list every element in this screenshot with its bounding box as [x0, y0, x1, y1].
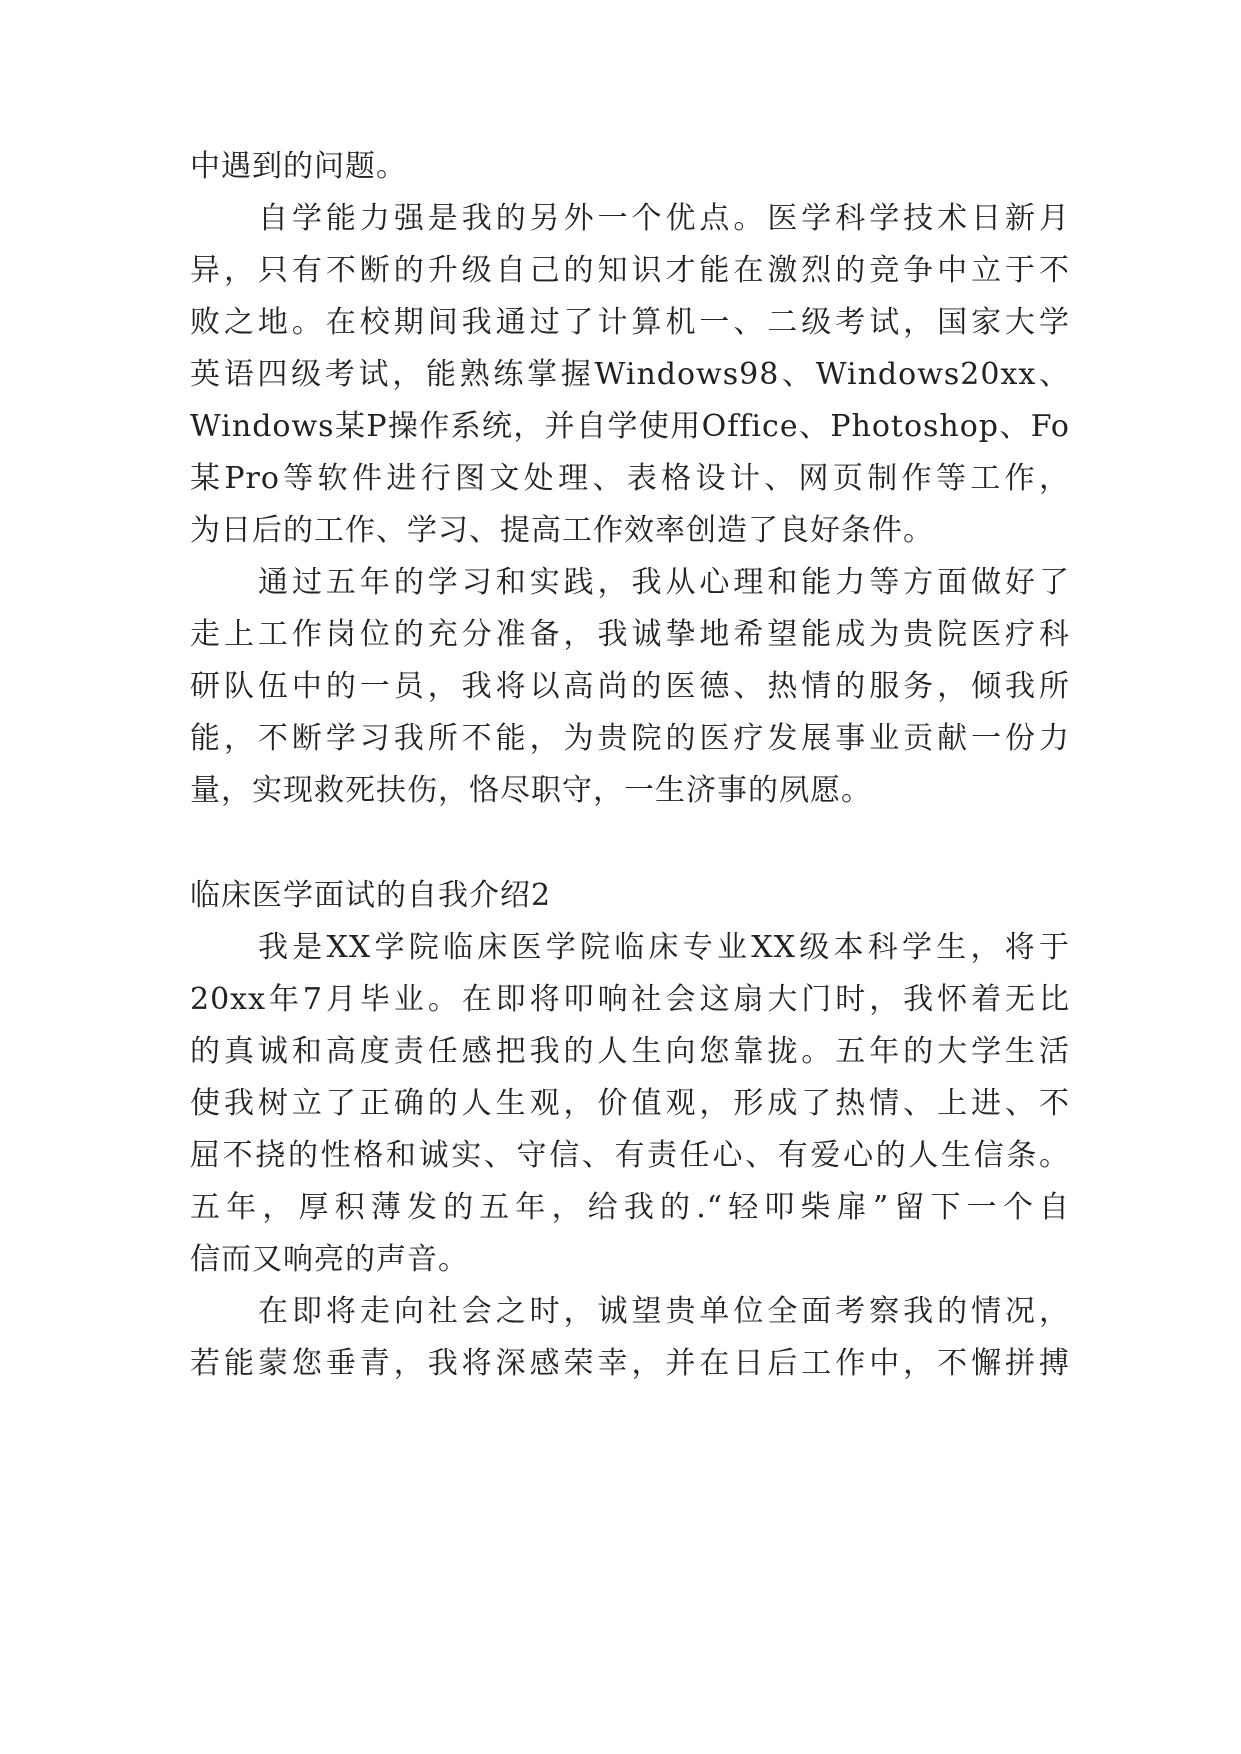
paragraph-line: 某Pro等软件进行图文处理、表格设计、网页制作等工作， [190, 461, 1070, 496]
paragraph-line: 为日后的工作、学习、提高工作效率创造了良好条件。 [190, 513, 934, 548]
paragraph-line: 我是XX学院临床医学院临床专业XX级本科学生，将于 [258, 930, 1070, 965]
paragraph-line: 败之地。在校期间我通过了计算机一、二级考试，国家大学 [190, 305, 1070, 340]
paragraph-line: 异，只有不断的升级自己的知识才能在激烈的竞争中立于不 [190, 253, 1070, 288]
paragraph-line: 在即将走向社会之时，诚望贵单位全面考察我的情况， [258, 1294, 1070, 1329]
paragraph-line: 走上工作岗位的充分准备，我诚挚地希望能成为贵院医疗科 [190, 617, 1070, 652]
paragraph-line: Windows某P操作系统，并自学使用Office、Photoshop、Fo [190, 409, 1070, 444]
paragraph-line: 五年，厚积薄发的五年，给我的.“轻叩柴扉”留下一个自 [190, 1190, 1070, 1225]
paragraph-line: 中遇到的问题。 [190, 149, 407, 184]
paragraph-line: 通过五年的学习和实践，我从心理和能力等方面做好了 [258, 565, 1070, 600]
paragraph-line: 能，不断学习我所不能，为贵院的医疗发展事业贡献一份力 [190, 721, 1070, 756]
paragraph-line: 研队伍中的一员，我将以高尚的医德、热情的服务，倾我所 [190, 669, 1070, 704]
paragraph-line: 使我树立了正确的人生观，价值观，形成了热情、上进、不 [190, 1086, 1070, 1121]
paragraph-line: 若能蒙您垂青，我将深感荣幸，并在日后工作中，不懈拼搏 [190, 1346, 1070, 1381]
paragraph-line: 屈不挠的性格和诚实、守信、有责任心、有爱心的人生信条。 [190, 1138, 1070, 1173]
section-heading: 临床医学面试的自我介绍2 [190, 878, 552, 913]
paragraph-line: 自学能力强是我的另外一个优点。医学科学技术日新月 [258, 201, 1070, 236]
paragraph-line: 的真诚和高度责任感把我的人生向您靠拢。五年的大学生活 [190, 1034, 1070, 1069]
paragraph-line: 信而又响亮的声音。 [190, 1242, 469, 1277]
paragraph-line: 英语四级考试，能熟练掌握Windows98、Windows20xx、 [190, 357, 1070, 392]
paragraph-line: 量，实现救死扶伤，恪尽职守，一生济事的夙愿。 [190, 773, 872, 808]
paragraph-line: 20xx年7月毕业。在即将叩响社会这扇大门时，我怀着无比 [190, 982, 1070, 1017]
